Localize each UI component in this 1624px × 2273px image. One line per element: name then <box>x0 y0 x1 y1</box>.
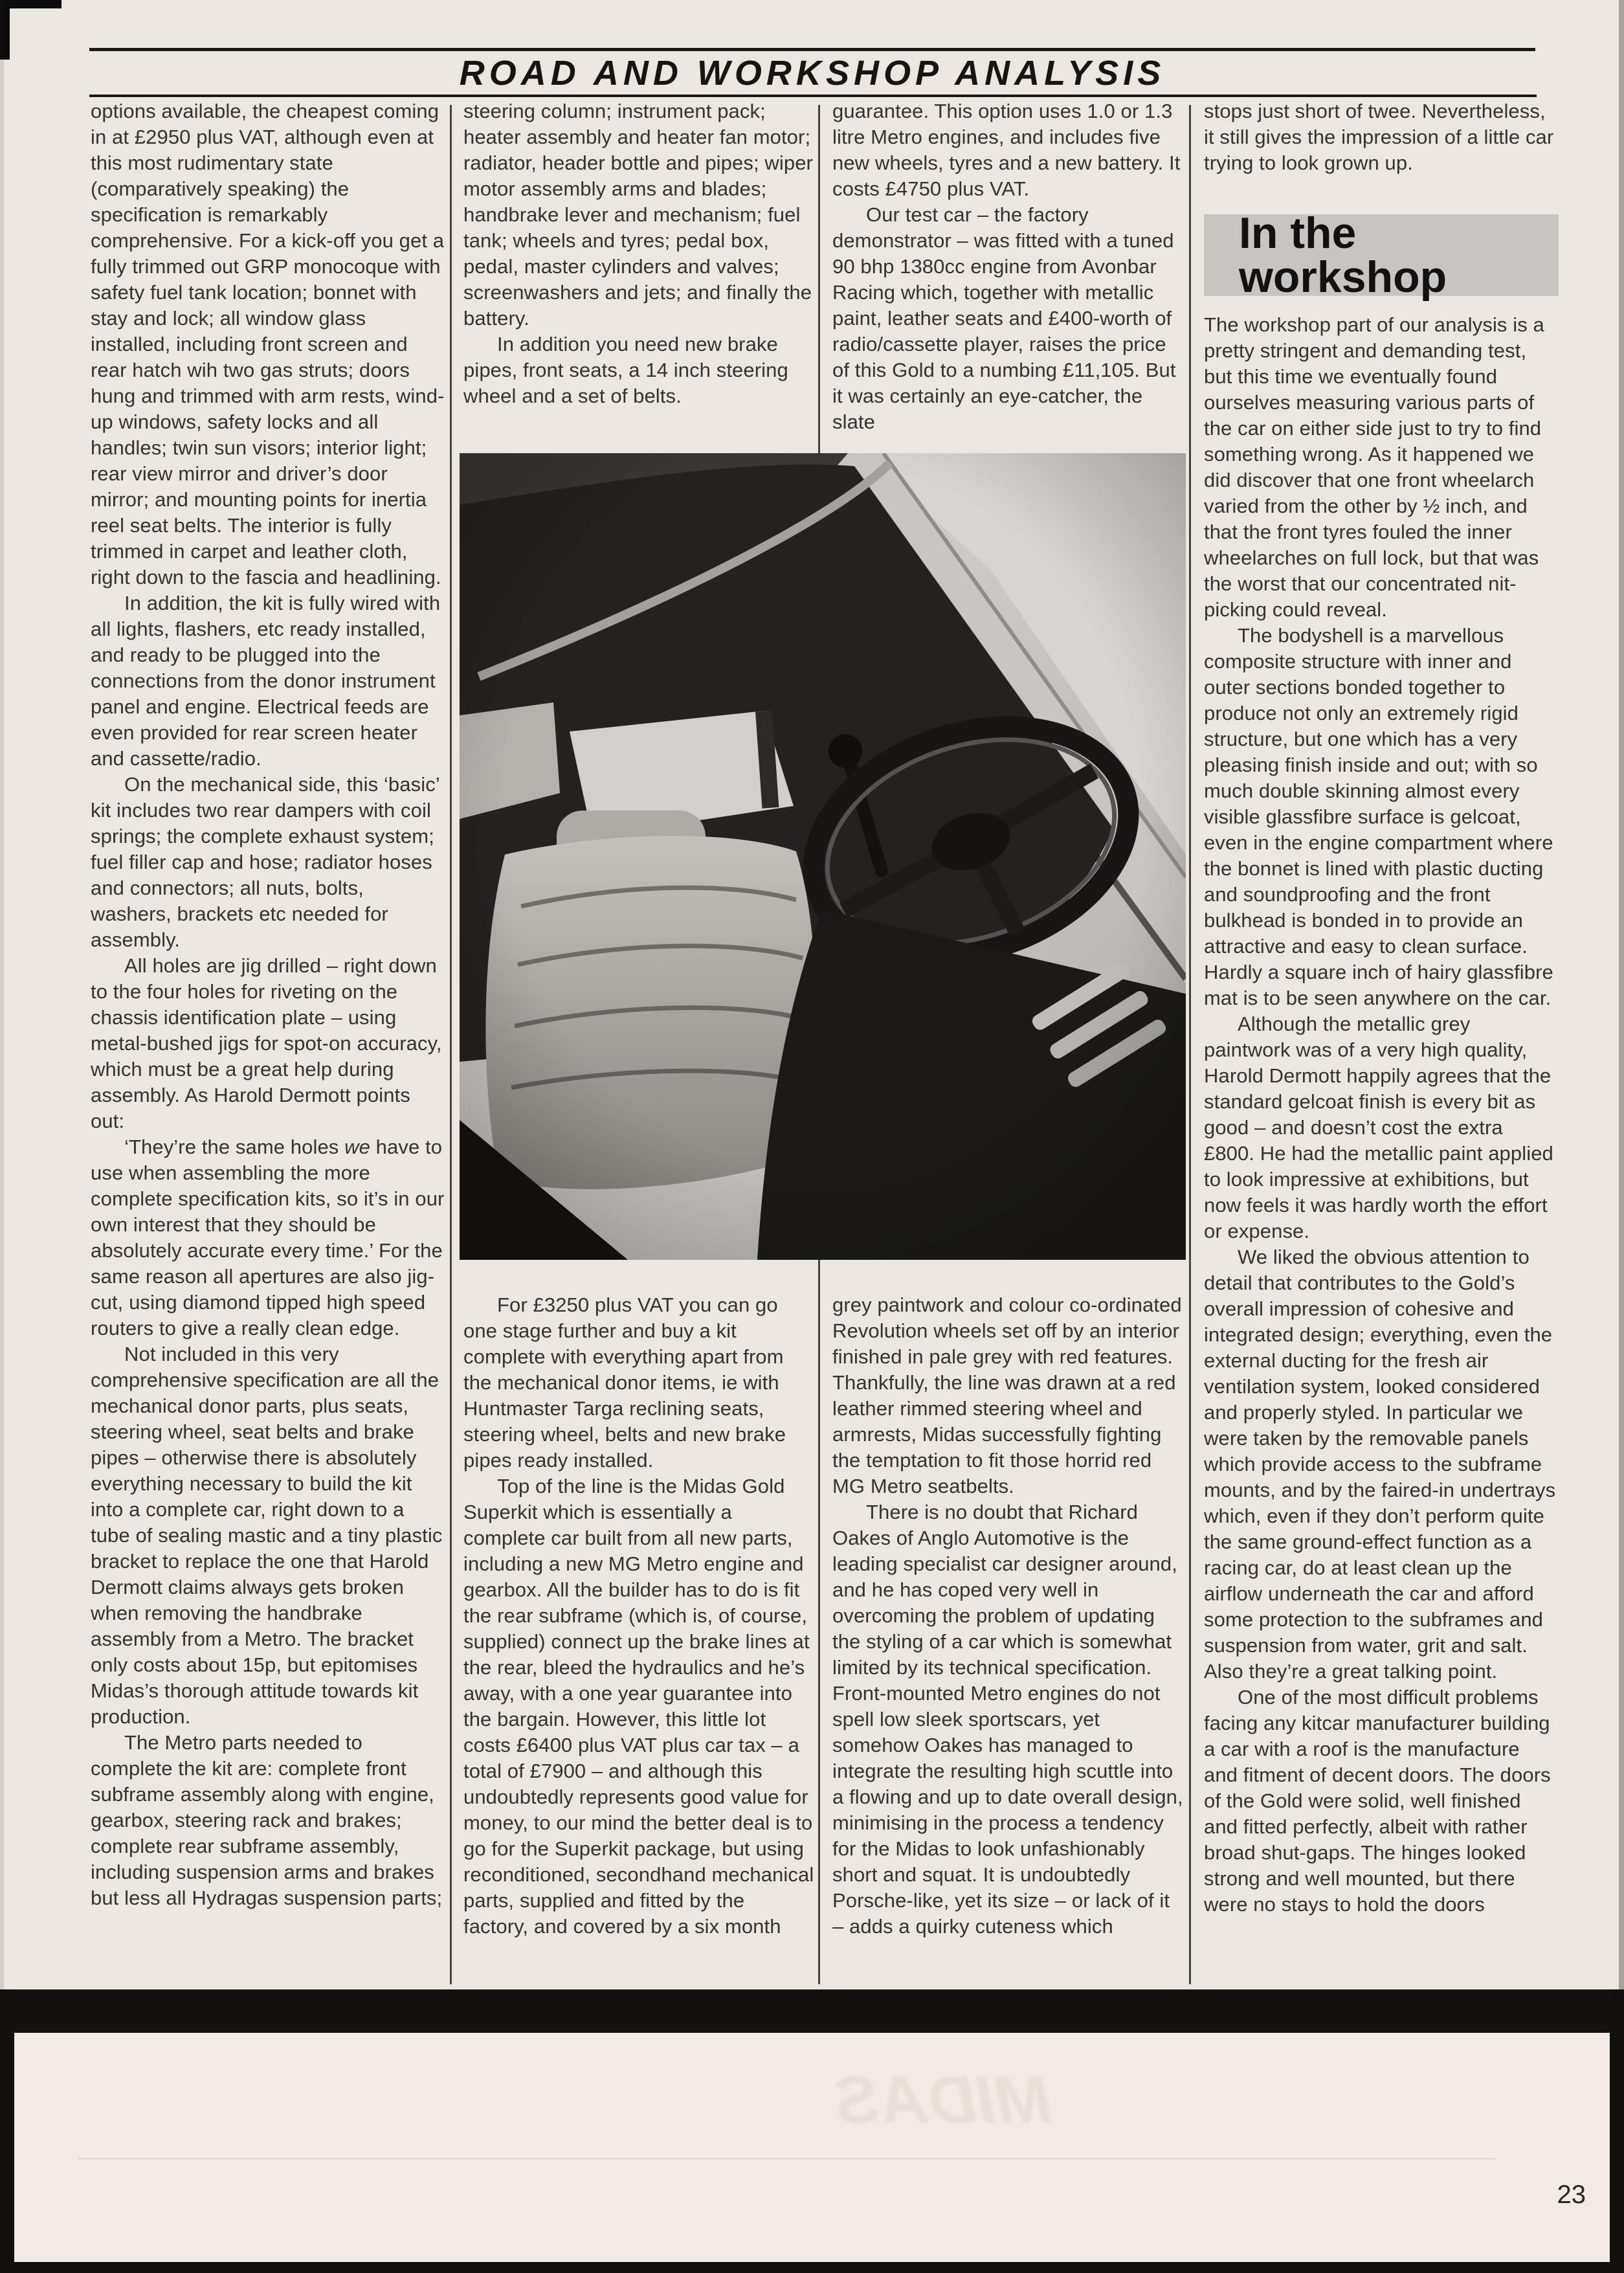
paragraph: options available, the cheapest coming in at £2950 plus VAT, although even at this most rudimentary state (comparatively speaking) the specification is remarkably comprehensive. For a kick-off you get a fully trimmed out GRP monocoque with safety fuel tank location; bonnet with stay and lock; all window glass installed, including front screen and rear hatch wih two gas struts; doors hung and trimmed with arm rests, wind-up windows, safety locks and all handles; twin sun visors; interior light; rear view mirror and driver’s door mirror; and mounting points for inertia reel seat belts. The interior is fully trimmed in carpet and leather cloth, right down to the fascia and headlining. <box>91 100 445 588</box>
paragraph: We liked the obvious attention to detail that contributes to the Gold’s overall impression of cohesive and integrated design; everything, even the external ducting for the fresh air ventilation system, looked considered and properly styled. In particular we were taken by the removable panels which provide access to the subframe mounts, and by the faired-in undertrays which, even if they don’t perform quite the same ground-effect function as a racing car, do at least clean up the airflow underneath the car and afford some protection to the subframes and suspension from water, grit and salt. Also they’re a great talking point. <box>1204 1246 1556 1683</box>
paragraph <box>91 1134 445 1341</box>
paragraph: There is no doubt that Richard Oakes of Anglo Automotive is the leading specialist car designer around, and he has coped very well in overcoming the problem of updating the styling of a car which is somewhat limited by its technical specification. Front-mounted Metro engines do not spell low sleek sportscars, yet somehow Oakes has managed to integrate the resulting high scuttle into a flowing and up to date overall design, minimising in the process a tendency for the Midas to look unfashionably short and squat. It is undoubtedly Porsche-like, yet its size – or lack of it – adds a quirky cuteness which <box>832 1501 1183 1938</box>
article-column-1 <box>91 98 445 1984</box>
article-column-3-bottom <box>832 1292 1183 1988</box>
black-band <box>0 1989 1624 2033</box>
column-4-body <box>1204 312 1559 1918</box>
paragraph: On the mechanical side, this ‘basic’ kit includes two rear dampers with coil springs; the complete exhaust system; fuel filler cap and hose; radiator hoses and connectors; all nuts, bolts, washers, brackets etc needed for assembly. <box>91 773 439 951</box>
article-column-4 <box>1204 98 1559 1984</box>
paragraph: stops just short of twee. Nevertheless, it still gives the impression of a little car trying to look grown up. <box>1204 100 1554 174</box>
paragraph: For £3250 plus VAT you can go one stage further and buy a kit complete with everything apart from the mechanical donor items, ie with Huntmaster Targa reclining seats, steering wheel, belts and new brake pipes ready installed. <box>463 1293 786 1472</box>
page-title: ROAD AND WORKSHOP ANALYSIS <box>459 54 1166 93</box>
car-interior-photo-art <box>460 453 1186 1260</box>
page-edge-shadow-left <box>0 0 4 1989</box>
show-through-rule <box>78 2158 1495 2160</box>
column-4-intro <box>1204 98 1559 176</box>
header-rule-top <box>89 48 1535 51</box>
emphasised-text: we <box>344 1136 370 1158</box>
section-heading: In the workshop <box>1239 208 1447 302</box>
article-column-3-top <box>832 98 1183 451</box>
paragraph: guarantee. This option uses 1.0 or 1.3 litre Metro engines, and includes five new wheels, tyres and a new battery. It costs £4750 plus VAT. <box>832 100 1181 200</box>
paragraph: grey paintwork and colour co-ordinated Revolution wheels set off by an interior finished in pale grey with red features. Thankfully, the line was drawn at a red leather rimmed steering wheel and armrests, Midas successfully fighting the temptation to fit those horrid red MG Metro seatbelts. <box>832 1293 1182 1497</box>
paragraph: All holes are jig drilled – right down to the four holes for riveting on the chassis identification plate – using metal-bushed jigs for spot-on accuracy, which must be a great help during assembly. As Harold Dermott points out: <box>91 954 442 1132</box>
paragraph: In addition you need new brake pipes, front seats, a 14 inch steering wheel and a set of belts. <box>463 333 788 407</box>
scan-edge-bottom <box>0 2262 1624 2273</box>
scan-edge-left <box>0 1989 14 2273</box>
paragraph: The workshop part of our analysis is a pretty stringent and demanding test, but this time we eventually found ourselves measuring various parts of the car on either side just to try to find something wrong. As it happened we did discover that one front wheelarch varied from the other by ½ inch, and that the front tyres fouled the inner wheelarches on full lock, but that was the worst that our concentrated nit-picking could reveal. <box>1204 313 1544 621</box>
paragraph: steering column; instrument pack; heater assembly and heater fan motor; radiator, header bottle and pipes; wiper motor assembly arms and blades; handbrake lever and mechanism; fuel tank; wheels and tyres; pedal box, pedal, master cylinders and valves; screenwashers and jets; and finally the battery. <box>463 100 813 330</box>
paragraph: Top of the line is the Midas Gold Superkit which is essentially a complete car built from all new parts, including a new MG Metro engine and gearbox. All the builder has to do is fit the rear subframe (which is, of course, supplied) connect up the brake lines at the rear, bleed the hydraulics and he’s away, with a one year guarantee into the bargain. However, this little lot costs £6400 plus VAT plus car tax – a total of £7900 – and although this undoubtedly represents good value for money, to our mind the better deal is to go for the Superkit package, but using reconditioned, secondhand mechanical parts, supplied and fitted by the factory, and covered by a six month <box>463 1475 814 1938</box>
paragraph: The Metro parts needed to complete the kit are: complete front subframe assembly along with engine, gearbox, steering rack and brakes; complete rear subframe assembly, including suspension arms and brakes but less all Hydragas suspension parts; <box>91 1731 443 1909</box>
article-column-2-top <box>463 98 814 451</box>
column-divider <box>1189 105 1191 1984</box>
column-divider <box>450 105 452 1984</box>
paragraph: Not included in this very comprehensive specification are all the mechanical donor parts, plus seats, steering wheel, seat belts and brake pipes – otherwise there is absolutely everything necessary to build the kit into a complete car, right down to a tube of sealing mastic and a tiny plastic bracket to replace the one that Harold Dermott claims always gets broken when removing the handbrake assembly from a Metro. The bracket only costs about 15p, but epitomises Midas’s thorough attitude towards kit production. <box>91 1343 443 1728</box>
text-run: ‘They’re the same holes <box>124 1136 345 1158</box>
header-rule-bottom <box>89 95 1537 97</box>
paragraph: The bodyshell is a marvellous composite structure with inner and outer sections bonded together to produce not only an extremely rigid structure, but one which has a very pleasing finish inside and out; with so much double skinning almost every visible glassfibre surface is gelcoat, even in the engine compartment where the bonnet is lined with plastic ducting and soundproofing and the front bulkhead is bonded in to provide an attractive and easy to clean surface. Hardly a square inch of hairy glassfibre mat is to be seen anywhere on the car. <box>1204 624 1553 1009</box>
section-heading-box <box>1204 208 1559 302</box>
paragraph: Our test car – the factory demonstrator – was fitted with a tuned 90 bhp 1380cc engine from Avonbar Racing which, together with metallic paint, leather seats and £400-worth of radio/cassette player, raises the price of this Gold to a numbing £11,105. But it was certainly an eye-catcher, the slate <box>832 203 1176 433</box>
page-number: 23 <box>1557 2180 1586 2209</box>
show-through-logo: MIDAS <box>835 2063 1052 2138</box>
paragraph: Although the metallic grey paintwork was of a very high quality, Harold Dermott happily agrees that the standard gelcoat finish is every bit as good – and doesn’t cost the extra £800. He had the metallic paint applied to look impressive at exhibitions, but now feels it was hardly worth the effort or expense. <box>1204 1013 1553 1242</box>
paragraph: One of the most difficult problems facing any kitcar manufacturer building a car with a roof is the manufacture and fitment of decent doors. The doors of the Gold were solid, well finished and fitted perfectly, albeit with rather broad shut-gaps. The hinges looked strong and well mounted, but there were no stays to hold the doors <box>1204 1686 1551 1916</box>
paragraph: In addition, the kit is fully wired with all lights, flashers, etc ready installed, and ready to be plugged into the connections from the donor instrument panel and engine. Electrical feeds are even provided for rear screen heater and cassette/radio. <box>91 592 441 770</box>
page-edge-shadow-right <box>1619 0 1624 1989</box>
scan-edge-right <box>1610 1989 1624 2273</box>
car-interior-photo <box>460 453 1186 1260</box>
bottom-margin-area <box>0 2033 1624 2273</box>
article-column-2-bottom <box>463 1292 814 1988</box>
text-run: have to use when assembling the more complete specification kits, so it’s in our own interest that they should be absolutely accurate every time.’ For the same reason all apertures are also jig-cut, using diamond tipped high speed routers to give a really clean edge. <box>91 1136 445 1339</box>
